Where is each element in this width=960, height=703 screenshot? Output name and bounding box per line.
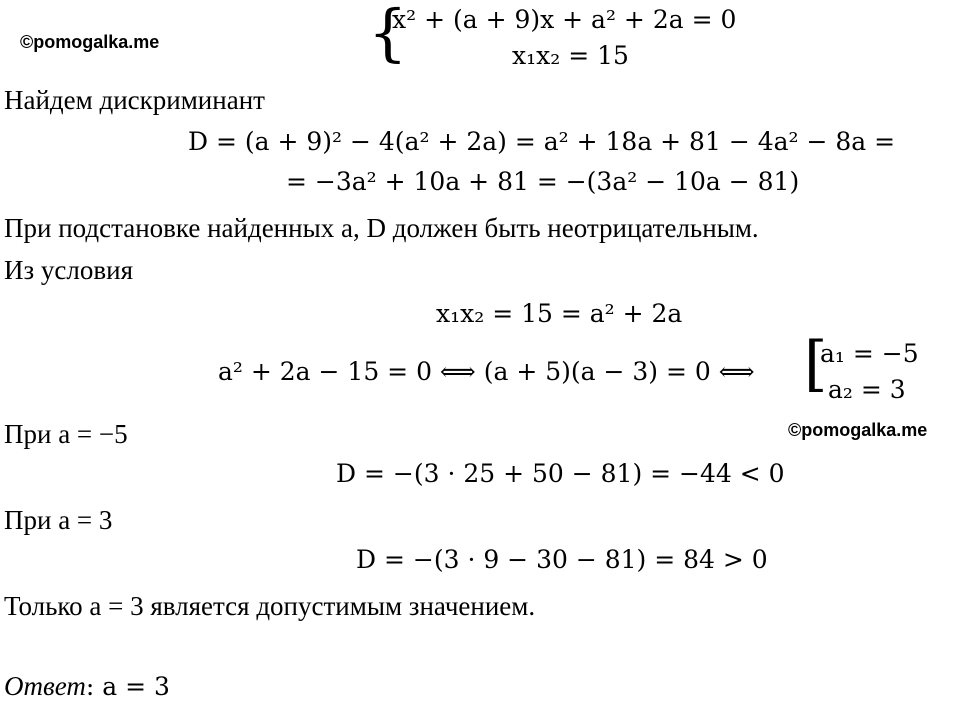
case-2-calculation: D = −(3 · 9 − 30 − 81) = 84 > 0 bbox=[356, 545, 768, 574]
system-equation-2: x₁x₂ = 15 bbox=[512, 41, 629, 70]
system-equation-1: x² + (a + 9)x + a² + 2a = 0 bbox=[392, 5, 737, 34]
roots-bracket: [ bbox=[804, 329, 828, 399]
quadratic-equation: a² + 2a − 15 = 0 ⟺ (a + 5)(a − 3) = 0 ⟺ bbox=[218, 357, 755, 386]
from-condition-text: Из условия bbox=[4, 255, 133, 285]
watermark-top: ©pomogalka.me bbox=[20, 32, 160, 52]
case-2-label: При a = 3 bbox=[4, 505, 113, 535]
discriminant-line-2: = −3a² + 10a + 81 = −(3a² − 10a − 81) bbox=[286, 167, 800, 196]
answer-value: : a = 3 bbox=[85, 672, 170, 701]
case-1-label: При a = −5 bbox=[4, 419, 128, 449]
watermark-middle: ©pomogalka.me bbox=[788, 420, 928, 440]
discriminant-line-1: D = (a + 9)² − 4(a² + 2a) = a² + 18a + 81 − 4a² − 8a = bbox=[188, 127, 896, 156]
case-1-calculation: D = −(3 · 25 + 50 − 81) = −44 < 0 bbox=[336, 459, 785, 488]
answer-label: Ответ bbox=[4, 671, 86, 701]
root-2: a₂ = 3 bbox=[828, 375, 906, 404]
answer-line bbox=[4, 670, 170, 703]
vieta-equation: x₁x₂ = 15 = a² + 2a bbox=[436, 299, 683, 328]
root-1: a₁ = −5 bbox=[820, 339, 919, 368]
find-discriminant-text: Найдем дискриминант bbox=[4, 85, 265, 115]
only-valid-text: Только a = 3 является допустимым значением. bbox=[4, 591, 536, 621]
substitution-note: При подстановке найденных a, D должен быть неотрицательным. bbox=[4, 213, 759, 243]
system-brace: { bbox=[368, 0, 408, 69]
